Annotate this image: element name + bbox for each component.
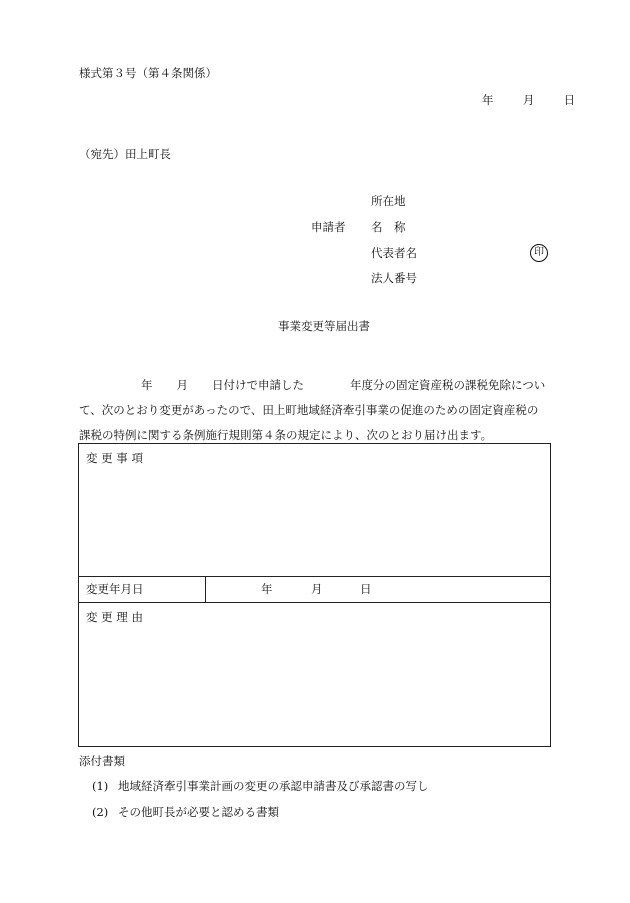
attachment-number: (1) bbox=[92, 779, 109, 793]
date-year-label: 年 bbox=[482, 93, 494, 107]
attachment-item bbox=[92, 807, 279, 819]
form-number: 様式第３号（第４条関係） bbox=[79, 66, 217, 80]
attachment-text: その他町長が必要と認める書類 bbox=[118, 805, 279, 819]
seal-mark: 印 bbox=[530, 244, 548, 262]
date-day-label: 日 bbox=[563, 93, 576, 107]
body-paragraph bbox=[79, 373, 554, 448]
applicant-label: 申請者 bbox=[311, 220, 346, 234]
change-reason-row bbox=[79, 603, 550, 746]
attachment-text: 地域経済牽引事業計画の変更の承認申請書及び承認書の写し bbox=[118, 779, 429, 793]
change-date-label: 変更年月日 bbox=[86, 582, 144, 596]
body-applied-on: 日付けで申請した bbox=[212, 378, 304, 392]
body-line1-rest: 年度分の固定資産税の課税免除につい bbox=[350, 378, 546, 392]
attachment-item bbox=[92, 781, 429, 793]
change-date-month: 月 bbox=[311, 582, 323, 596]
addressee: （宛先）田上町長 bbox=[79, 147, 171, 161]
body-year: 年 bbox=[141, 378, 153, 392]
change-date-day: 日 bbox=[360, 582, 372, 596]
change-items-label: 変 更 事 項 bbox=[86, 451, 143, 465]
body-month: 月 bbox=[176, 378, 188, 392]
body-line-2: て、次のとおり変更があったので、田上町地域経済牽引事業の促進のための固定資産税の bbox=[79, 403, 539, 417]
corp-number-label: 法人番号 bbox=[371, 271, 417, 285]
body-line-1 bbox=[79, 373, 554, 398]
attachment-number: (2) bbox=[92, 805, 109, 819]
change-form-table bbox=[78, 443, 551, 747]
attachments-heading: 添付書類 bbox=[79, 754, 125, 768]
change-reason-label: 変 更 理 由 bbox=[86, 610, 143, 624]
representative-label: 代表者名 bbox=[371, 246, 417, 260]
name-label: 名 称 bbox=[371, 220, 406, 234]
column-divider bbox=[205, 577, 206, 602]
document-title: 事業変更等届出書 bbox=[278, 319, 370, 333]
date-month-label: 月 bbox=[522, 93, 535, 107]
change-date-row bbox=[79, 577, 550, 603]
date-line bbox=[482, 95, 575, 107]
change-items-row bbox=[79, 444, 550, 577]
address-label: 所在地 bbox=[371, 194, 406, 208]
body-line-3: 課税の特例に関する条例施行規則第４条の規定により、次のとおり届け出ます。 bbox=[79, 428, 493, 442]
change-date-year: 年 bbox=[261, 582, 273, 596]
